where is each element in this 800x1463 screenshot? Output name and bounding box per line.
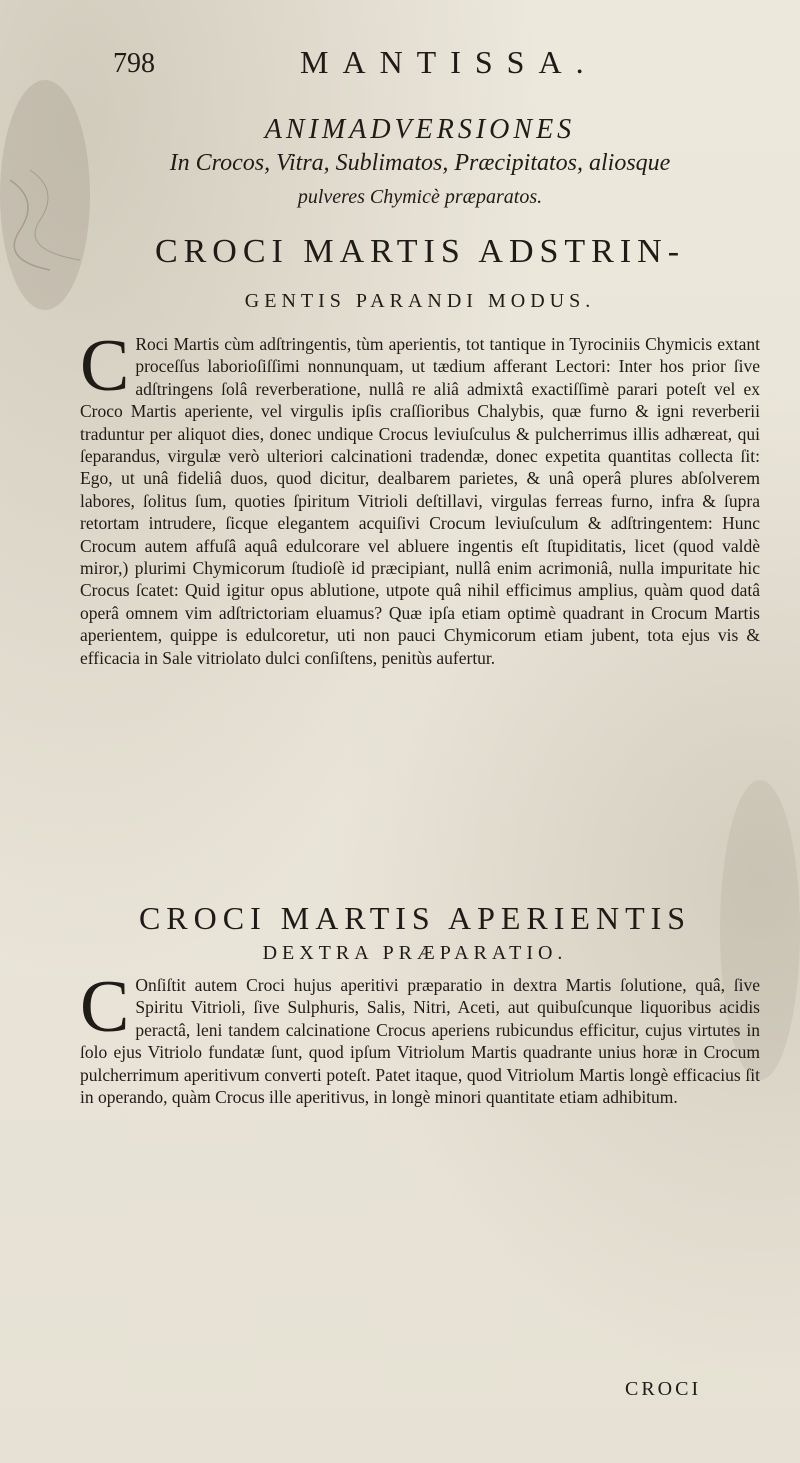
heading-subtitle-line1: In Crocos, Vitra, Sublimatos, Præcipitatos, aliosque [169, 150, 671, 176]
running-title: MANTISSA. [300, 44, 598, 80]
main-heading: ANIMADVERSIONES [264, 114, 576, 145]
section2-title: CROCI MARTIS APERIENTIS [138, 900, 692, 936]
section2-subtitle: DEXTRA PRÆPARATIO. [262, 942, 568, 964]
section1-subtitle: GENTIS PARANDI MODUS. [244, 290, 596, 312]
heading-subtitle-line2: pulveres Chymicè præparatos. [297, 186, 543, 208]
page-number: 798 [113, 48, 155, 79]
section1-paragraph [80, 325, 760, 669]
dropcap: C [80, 966, 130, 1048]
section2-paragraph [80, 966, 760, 1108]
page-header [0, 40, 800, 100]
catchword: CROCI [625, 1378, 702, 1400]
paragraph-text: Roci Martis cùm adſtringentis, tùm aperientis, tot tantique in Tyrociniis Chymicis extant proceſſus laborioſiſſimi nonnunquam, ut tædium afferant Lectori: Inter hos prior ſive adſtringens ſolâ reverberatione, nullâ re aliâ admixtâ exactiſſimè parari poteſt vel ex Croco Martis aperiente, vel virgulis ipſis craſſioribus Chalybis, quæ furno & igni reverberii traduntur per aliquot dies, donec undique Crocus leviuſculus & pulcherrimus illis adhæreat, qui ſeparandus, virgulæ verò ulteriori calcinationi tradendæ, donec expetita quantitas collecta ſit: Ego, ut unâ fideliâ duos, quod dicitur, dealbarem parietes, & unâ operâ plures abſolverem labores, ſolitus ſum, quoties ſpiritum Vitrioli deſtillavi, virgulas ferreas furno, infra & ſupra retortam intrudere, ſicque elegantem acquiſivi Crocum leviuſculum & adſtringentem: Hunc Crocum autem affuſâ aquâ edulcorare vel abluere ingentis eſt ſtupiditatis, licet (quod valdè miror,) plurimi Chymicorum ſtudioſè id præcipiant, nullâ enim acrimoniâ, nulla impuritate hic Crocus ſcatet: Quid igitur opus ablutione, utpote quâ nihil efficimus amplius, quàm quod datâ operâ omnem vim adſtrictoriam eluamus? Quæ ipſa etiam optimè quadrant in Crocum Martis aperientem, quippe is edulcoretur, uti non pauci Chymicorum etiam jubent, tota ejus vis & efficacia in Sale vitriolato dulci conſiſtens, penitùs aufertur. [80, 334, 760, 668]
paragraph-text: Onſiſtit autem Croci hujus aperitivi præparatio in dextra Martis ſolutione, quâ, ſive Spiritu Vitrioli, ſive Sulphuris, Salis, Nitri, Aceti, aut quibuſcunque liquoribus acidis peractâ, leni tandem calcinatione Crocus aperiens rubicundus efficitur, cujus virtutes in ſolo ejus Vitriolo fundatæ ſunt, quod ipſum Vitriolum Martis quadrante unius horæ in Crocum pulcherrimum aperitivum converti poteſt. Patet itaque, quod Vitriolum Martis longè efficacius ſit in operando, quàm Crocus ille aperitivus, in longè minori quantitate etiam adhibitum. [80, 975, 760, 1108]
section1-title: CROCI MARTIS ADSTRIN- [154, 233, 686, 270]
dropcap: C [80, 325, 130, 407]
